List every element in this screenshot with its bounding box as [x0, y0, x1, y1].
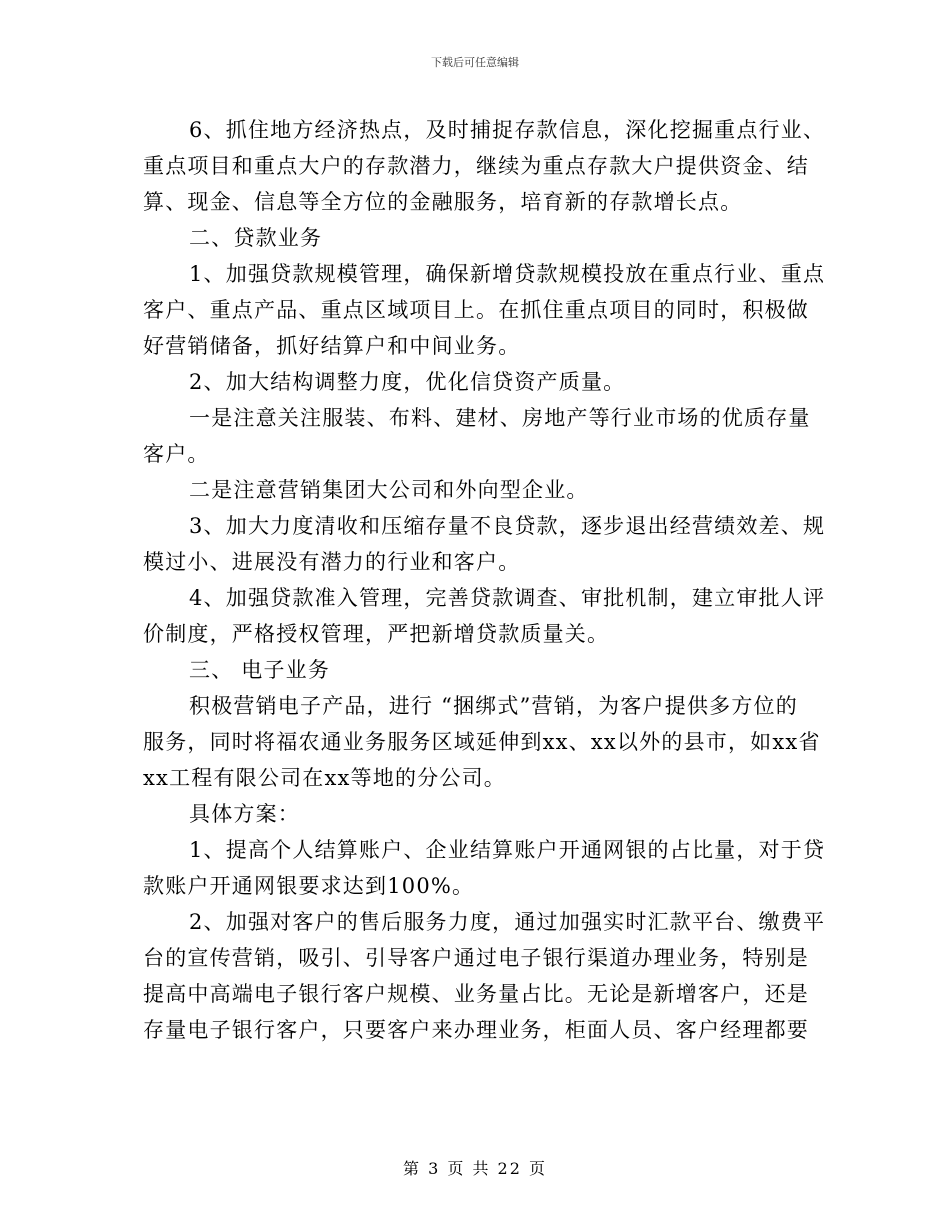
text-line: 重点项目和重点大户的存款潜力，继续为重点存款大户提供资金、结: [143, 154, 809, 178]
text-line: 2、加强对客户的售后服务力度，通过加强实时汇款平台、缴费平: [189, 910, 826, 934]
text-line: 一是注意关注服装、布料、建材、房地产等行业市场的优质存量: [189, 406, 811, 430]
text-line: 1、加强贷款规模管理，确保新增贷款规模投放在重点行业、重点: [189, 262, 826, 286]
text-line: 4、加强贷款准入管理，完善贷款调查、审批机制，建立审批人评: [189, 586, 826, 610]
text-line: 台的宣传营销，吸引、引导客户通过电子银行渠道办理业务，特别是: [143, 946, 809, 970]
text-line: 6、抓住地方经济热点，及时捕捉存款信息，深化挖掘重点行业、: [189, 118, 826, 142]
page-header: 下载后可任意编辑: [431, 56, 519, 69]
text-line: 3、加大力度清收和压缩存量不良贷款，逐步退出经营绩效差、规: [189, 514, 826, 538]
text-line: 模过小、进展没有潜力的行业和客户。: [143, 550, 521, 574]
text-line: 积极营销电子产品，进行 “捆绑式”营销，为客户提供多方位的: [189, 694, 798, 718]
text-line: 二、贷款业务: [189, 226, 323, 250]
text-line: 提高中高端电子银行客户规模、业务量占比。无论是新增客户，还是: [143, 982, 809, 1006]
text-line: 1、提高个人结算账户、企业结算账户开通网银的占比量，对于贷: [189, 838, 826, 862]
text-line: xx工程有限公司在xx等地的分公司。: [143, 766, 506, 790]
page-footer: 第 3 页 共 22 页: [403, 1159, 547, 1178]
text-line: 二是注意营销集团大公司和外向型企业。: [189, 478, 589, 502]
text-line: 2、加大结构调整力度，优化信贷资产质量。: [189, 370, 626, 394]
text-line: 存量电子银行客户，只要客户来办理业务，柜面人员、客户经理都要: [143, 1018, 809, 1042]
text-line: 价制度，严格授权管理，严把新增贷款质量关。: [143, 622, 610, 646]
text-line: 款账户开通网银要求达到100%。: [143, 874, 475, 898]
text-line: 具体方案：: [189, 802, 300, 826]
text-line: 三、 电子业务: [189, 658, 331, 682]
document-body: [143, 112, 826, 1048]
text-line: 客户。: [143, 442, 210, 466]
text-line: 客户、重点产品、重点区域项目上。在抓住重点项目的同时，积极做: [143, 298, 809, 322]
text-line: 算、现金、信息等全方位的金融服务，培育新的存款增长点。: [143, 190, 743, 214]
text-line: 好营销储备，抓好结算户和中间业务。: [143, 334, 521, 358]
text-line: 服务，同时将福农通业务服务区域延伸到xx、xx以外的县市，如xx省: [143, 730, 821, 754]
